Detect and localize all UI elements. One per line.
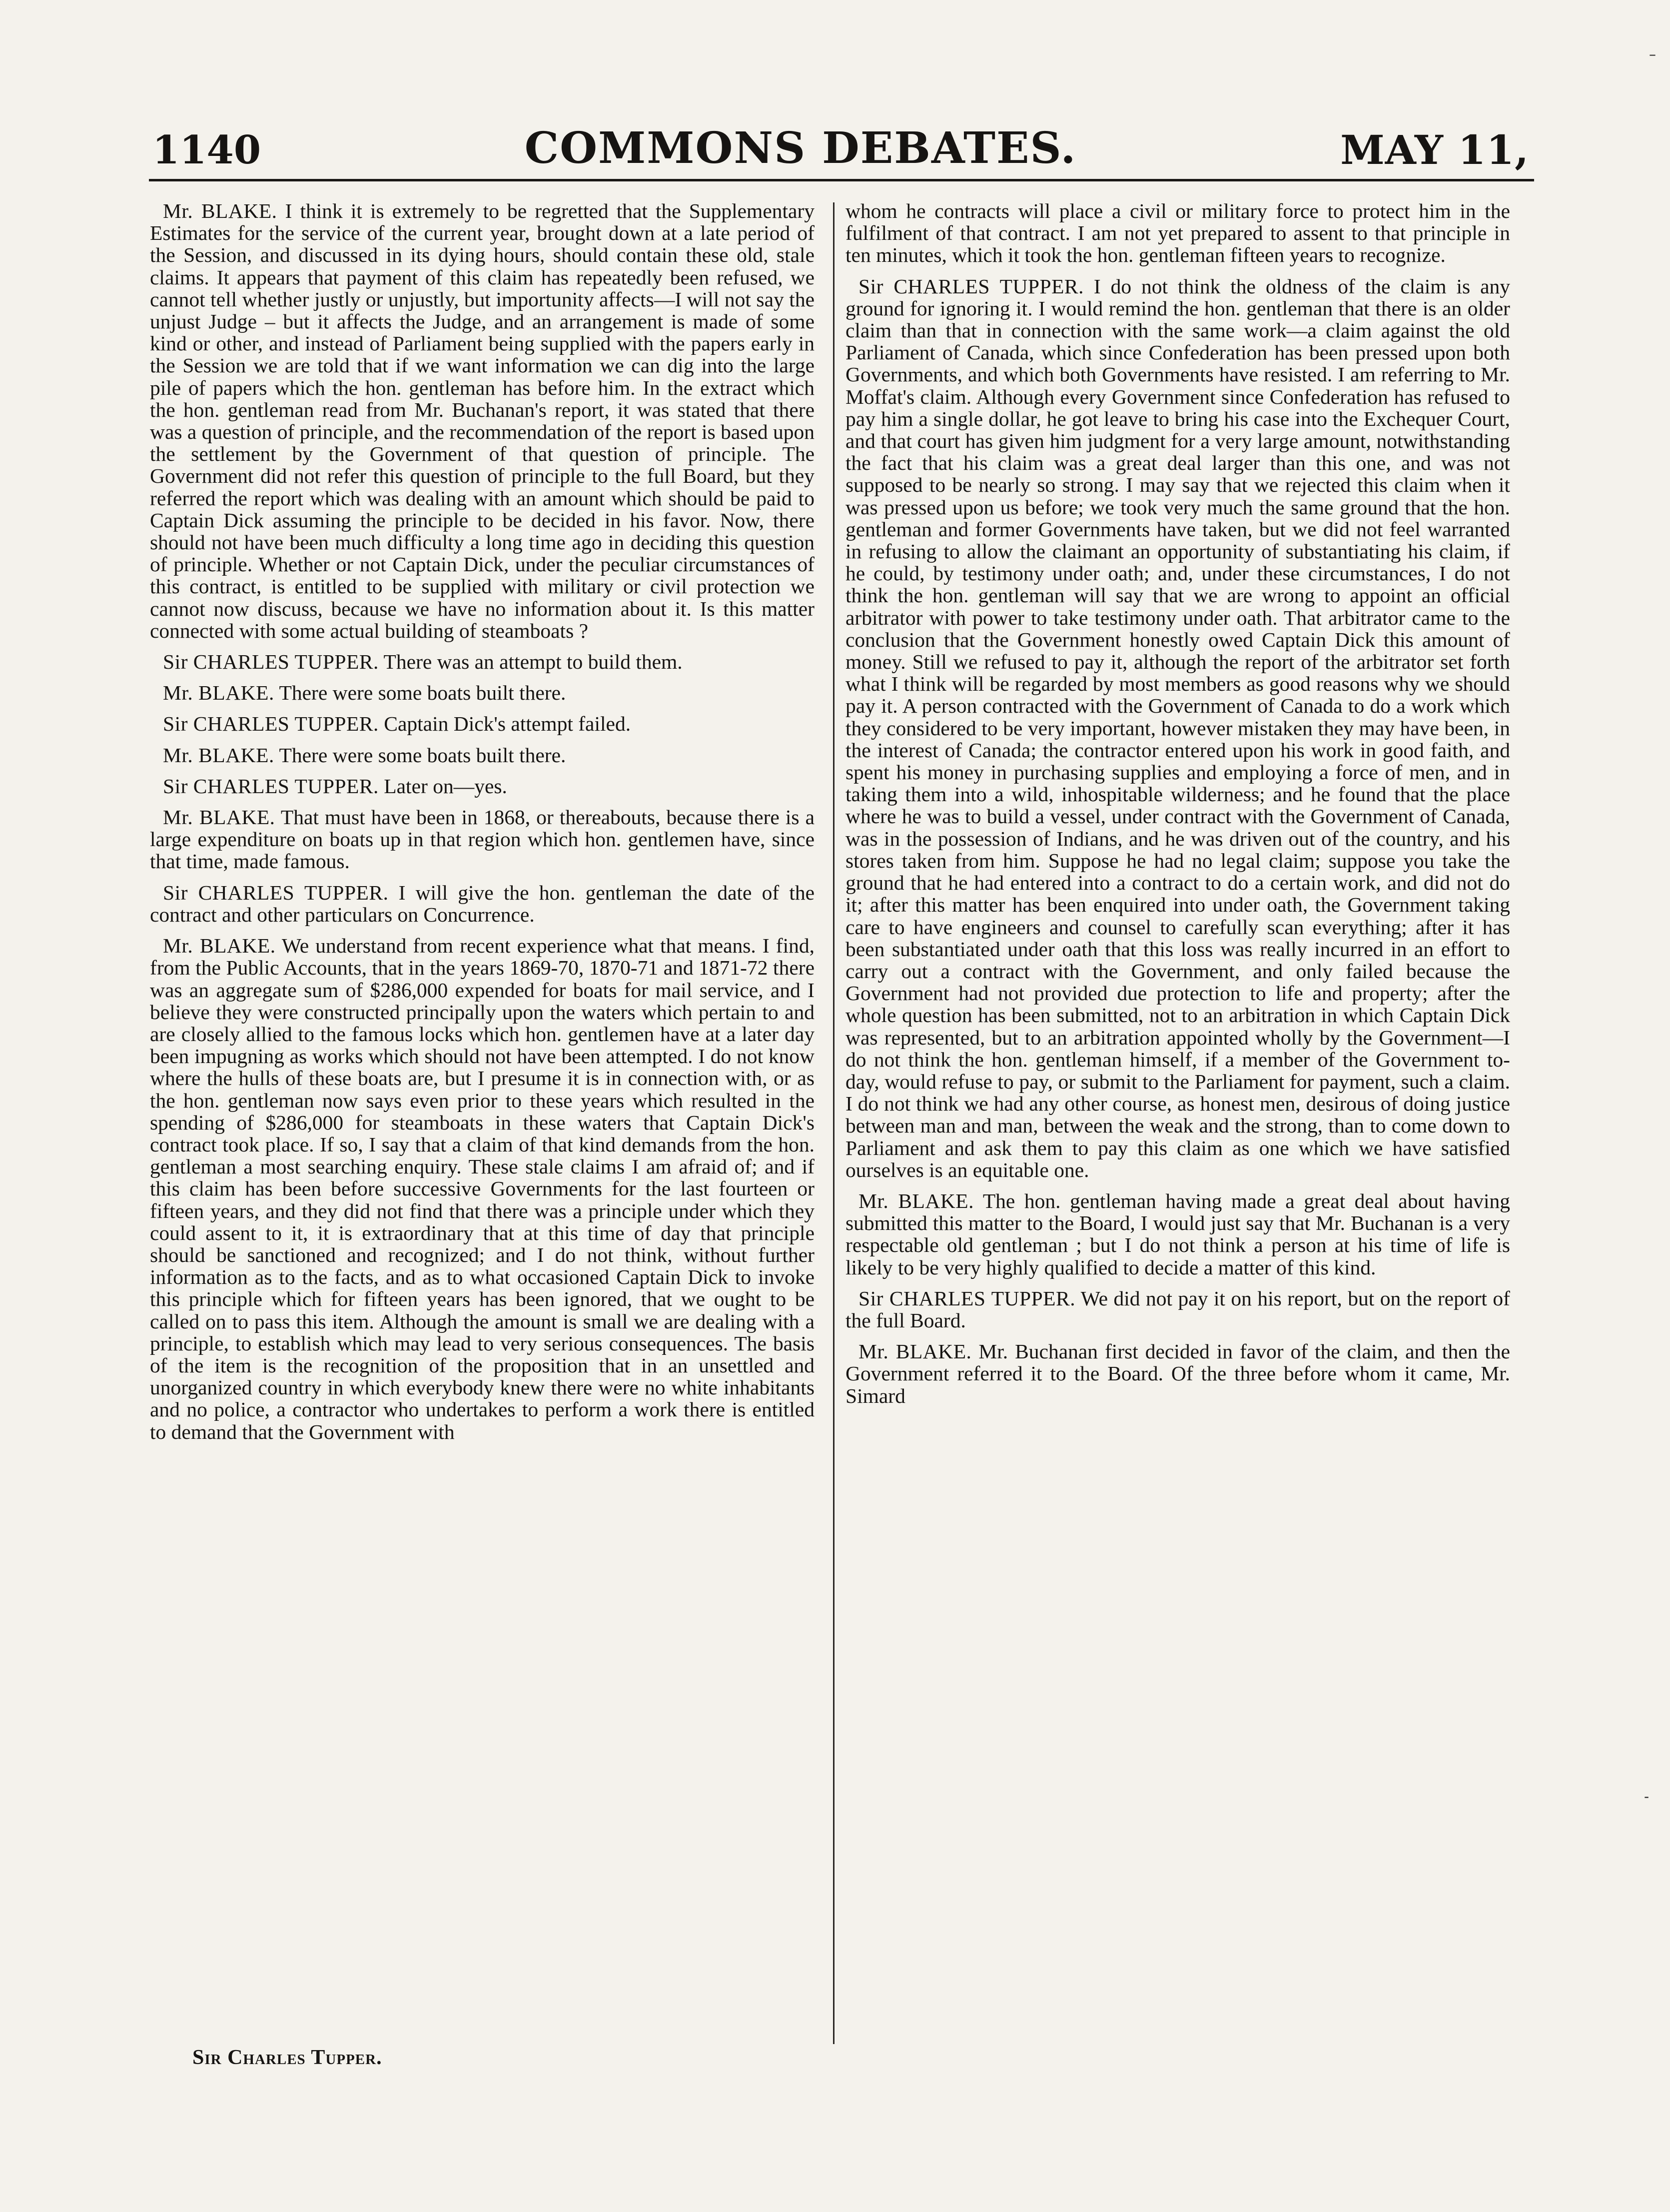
speech-text: The hon. gentleman having made a great deal about having submitted this matter to the Board, I would just say that Mr. Buchanan is a very respectable old gentleman ; but I do not think a person at his time of life is likely to be very highly qualified to decide a matter of this kind. xyxy=(845,1189,1510,1279)
margin-mark: – xyxy=(1649,46,1656,62)
speech-text: We did not pay it on his report, but on the report of the full Board. xyxy=(845,1286,1510,1332)
catchword: Sir Charles Tupper. xyxy=(192,2046,382,2069)
speaker-name: Mr. BLAKE. xyxy=(163,199,277,222)
speaker-name: Mr. BLAKE. xyxy=(858,1340,972,1363)
speech-paragraph xyxy=(845,1287,1510,1331)
speech-paragraph xyxy=(150,935,815,1443)
speech-paragraph xyxy=(845,1340,1510,1407)
speaker-name: Mr. BLAKE. xyxy=(163,934,276,958)
speaker-name: Mr. BLAKE. xyxy=(163,681,274,705)
speech-paragraph xyxy=(845,275,1510,1181)
speech-paragraph xyxy=(150,806,815,873)
speaker-name: Mr. BLAKE. xyxy=(163,806,275,829)
speaker-name: Sir CHARLES TUPPER. xyxy=(858,274,1084,298)
speaker-name: Mr. BLAKE. xyxy=(858,1189,974,1212)
speech-text: There was an attempt to build them. xyxy=(383,650,683,674)
speech-text: I will give the hon. gentleman the date of the contract and other particulars on Concurrence. xyxy=(150,881,815,926)
left-column xyxy=(150,200,815,1452)
speech-text: I do not think the oldness of the claim is any ground for ignoring it. I would remind the hon. gentleman that there is an older claim than that in connection with the same work—a claim against the old Parliament of Canada, which since Confederation has been pressed upon both Governments, and which both Governments have resisted. I am referring to Mr. Moffat's claim. Although every Government since Confederation has refused to pay him a single dollar, he got leave to bring his case into the Exchequer Court, and that court has given him judgment for a very large amount, notwithstanding the fact that his claim was a great deal larger than this one, and was not supposed to be nearly so strong. I may say that we rejected this claim when it was pressed upon us before; we took very much the same ground that the hon. gentleman and former Governments have taken, but we did not feel warranted in refusing to allow the claimant an opportunity of substantiating his claim, if he could, by testimony under oath; and, under these circumstances, I do not think the hon. gentleman will say that we are wrong to appoint an official arbitrator with power to take testimony under oath. That arbitrator came to the conclusion that the Government honestly owed Captain Dick this amount of money. Still we refused to pay it, although the report of the arbitrator set forth what I think will be regarded by most members as good reasons why we should pay it. A person contracted with the Government of Canada to do a work which they considered to be very important, however mistaken they may have been, in the interest of Canada; the contractor entered upon his work in good faith, and spent his money in purchasing supplies and employing a force of men, and in taking them into a wild, inhospitable wilderness; and he found that the place where he was to build a vessel, under contract with the Government of Canada, was in the possession of Indians, and he was driven out of the country, and his stores taken from him. Suppose he had no legal claim; suppose you take the ground that he had entered into a contract to do a certain work, and did not do it; after this matter has been enquired into under oath, the Government taking care to have engineers and counsel to carefully scan everything; after it has been substantiated under oath that this loss was really incurred in an effort to carry out a contract with the Government, and only failed because the Government had not provided due protection to life and property; after the whole question has been submitted, not to an arbitration in which Captain Dick was represented, but to an arbitration appointed wholly by the Government—I do not think the hon. gentleman himself, if a member of the Government to-day, would refuse to pay, or submit to the Parliament for payment, such a claim. I do not think we had any other course, as honest men, desirous of doing justice between man and man, between the weak and the strong, than to come down to Parliament and ask them to pay this claim as one which we have satisfied ourselves is an equitable one. xyxy=(845,274,1510,1181)
right-column xyxy=(845,200,1510,1416)
speech-text: That must have been in 1868, or thereabouts, because there is a large expenditure on boats up in that region which hon. gentlemen have, since that time, made famous. xyxy=(150,806,815,873)
speech-text: There were some boats built there. xyxy=(279,743,566,767)
speech-paragraph xyxy=(150,651,815,673)
speech-paragraph xyxy=(845,1190,1510,1278)
speech-text: Mr. Buchanan first decided in favor of the claim, and then the Government referred it to the Board. Of the three before whom it came, Mr. Simard xyxy=(845,1340,1511,1407)
speaker-name: Mr. BLAKE. xyxy=(163,743,274,767)
running-date: MAY 11, xyxy=(1340,126,1529,173)
speaker-name: Sir CHARLES TUPPER. xyxy=(163,881,389,904)
speech-text: I think it is extremely to be regretted that the Supplementary Estimates for the service of the current year, brought down at a late period of the Session, and discussed in its dying hours, should contain these old, stale claims. It appears that payment of this claim has repeatedly been refused, we cannot tell whether justly or unjustly, but importunity affects—I will not say the unjust Judge – but it affects the Judge, and an arrangement is made of some kind or other, and instead of Parliament being supplied with the papers early in the Session we are told that if we want information we can dig into the large pile of papers which the hon. gentleman has before him. In the extract which the hon. gentleman read from Mr. Buchanan's report, it was stated that there was a question of principle, and the recommendation of the report is based upon the settlement by the Government of that question of principle. The Government did not refer this question of principle to the full Board, but they referred the report which was dealing with an amount which should be paid to Captain Dick assuming the principle to be decided in his favor. Now, there should not have been much difficulty a long time ago in deciding this question of principle. Whether or not Captain Dick, under the peculiar circumstances of this contract, is entitled to be supplied with military or civil protection we cannot now discuss, because we have no information about it. Is this matter connected with some actual building of steamboats ? xyxy=(150,199,815,642)
page-number: 1140 xyxy=(152,127,261,173)
speaker-name: Sir CHARLES TUPPER. xyxy=(858,1286,1076,1310)
speech-paragraph xyxy=(150,713,815,735)
speech-paragraph xyxy=(150,200,815,642)
speech-paragraph xyxy=(150,682,815,704)
speaker-name: Sir CHARLES TUPPER. xyxy=(163,712,379,736)
speech-text: We understand from recent experience what that means. I find, from the Public Accounts, that in the years 1869-70, 1870-71 and 1871-72 there was an aggregate sum of $286,000 expended for boats for mail service, and I believe they were constructed principally upon the waters which pertain to and are closely allied to the famous locks which hon. gentlemen have at a later day been impugning as works which should not have been attempted. I do not know where the hulls of these boats are, but I presume it is in connection with, or as the hon. gentleman now says even prior to these years which resulted in the spending of $286,000 for steamboats in these waters that Captain Dick's contract took place. If so, I say that a claim of that kind demands from the hon. gentleman a most searching enquiry. These stale claims I am afraid of; and if this claim has been before successive Governments for the last fourteen or fifteen years, and they did not find that there was a principle under which they could assent to it, it is extraordinary that at this time of day that principle should be sanctioned and recognized; and I do not think, without further information as to the facts, and as to what occasioned Captain Dick to invoke this principle which for fifteen years has been ignored, that we ought to be called on to pass this item. Although the amount is small we are dealing with a principle, to establish which may lead to very serious consequences. The basis of the item is the recognition of the proposition that in an unsettled and unorganized country in which everybody knew there were no white inhabitants and no police, a contractor who undertakes to perform a work there is entitled to demand that the Government with xyxy=(150,934,815,1443)
speech-paragraph xyxy=(845,200,1510,266)
speech-paragraph xyxy=(150,744,815,766)
speech-text: Captain Dick's attempt failed. xyxy=(384,712,631,736)
speech-paragraph xyxy=(150,775,815,797)
margin-mark: - xyxy=(1644,1788,1650,1805)
header-rule xyxy=(149,179,1534,181)
column-divider xyxy=(833,202,835,2044)
speaker-name: Sir CHARLES TUPPER. xyxy=(163,650,379,674)
page-header xyxy=(152,110,1529,173)
running-title: COMMONS DEBATES. xyxy=(524,123,1077,173)
speech-text: whom he contracts will place a civil or military force to protect him in the fulfilment of that contract. I am not yet prepared to assent to that principle in ten minutes, which it took the hon. gentleman fifteen years to recognize. xyxy=(845,199,1510,267)
speech-paragraph xyxy=(150,882,815,926)
speech-text: There were some boats built there. xyxy=(279,681,566,705)
speaker-name: Sir CHARLES TUPPER. xyxy=(163,774,379,798)
speech-text: Later on—yes. xyxy=(384,774,507,798)
